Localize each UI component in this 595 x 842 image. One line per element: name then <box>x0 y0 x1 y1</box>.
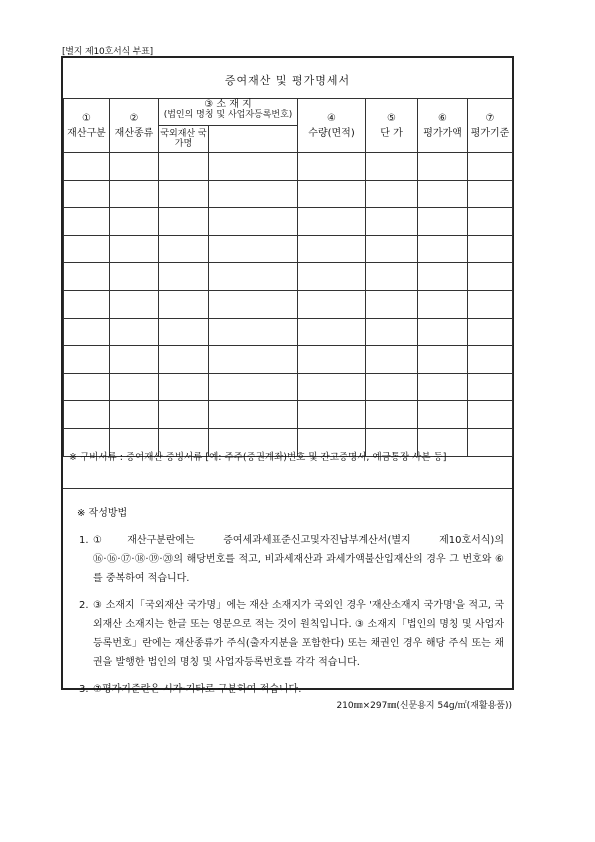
table-cell[interactable] <box>468 208 513 236</box>
table-row <box>64 318 513 346</box>
table-cell[interactable] <box>366 153 418 181</box>
table-cell[interactable] <box>110 318 159 346</box>
instruction-item: 3. ⑦평가기준란은 시가·기타로 구분하여 적습니다. <box>79 684 302 695</box>
col-location: ③ 소 재 지 (법인의 명칭 및 사업자등록번호) <box>159 99 298 126</box>
table-cell[interactable] <box>110 290 159 318</box>
table-row <box>64 235 513 263</box>
table-cell[interactable] <box>298 208 366 236</box>
table-cell[interactable] <box>298 235 366 263</box>
table-cell[interactable] <box>418 208 468 236</box>
asset-table <box>63 98 513 457</box>
table-cell[interactable] <box>64 401 110 429</box>
table-cell[interactable] <box>110 235 159 263</box>
table-cell[interactable] <box>418 290 468 318</box>
table-cell[interactable] <box>468 263 513 291</box>
table-cell[interactable] <box>298 401 366 429</box>
table-cell[interactable] <box>468 318 513 346</box>
table-cell[interactable] <box>110 153 159 181</box>
form-title: 증여재산 및 평가명세서 <box>224 74 351 87</box>
table-cell[interactable] <box>64 235 110 263</box>
table-cell[interactable] <box>209 153 298 181</box>
table-cell[interactable] <box>298 263 366 291</box>
table-cell[interactable] <box>366 180 418 208</box>
table-cell[interactable] <box>209 290 298 318</box>
table-cell[interactable] <box>298 318 366 346</box>
table-cell[interactable] <box>159 263 209 291</box>
table-cell[interactable] <box>159 235 209 263</box>
table-cell[interactable] <box>64 318 110 346</box>
table-cell[interactable] <box>159 208 209 236</box>
table-cell[interactable] <box>366 318 418 346</box>
table-cell[interactable] <box>159 373 209 401</box>
form-number-label: [별지 제10호서식 부표] <box>62 47 153 57</box>
table-cell[interactable] <box>64 346 110 374</box>
table-cell[interactable] <box>209 235 298 263</box>
table-cell[interactable] <box>64 153 110 181</box>
table-cell[interactable] <box>159 401 209 429</box>
table-cell[interactable] <box>209 318 298 346</box>
table-cell[interactable] <box>298 290 366 318</box>
table-row <box>64 290 513 318</box>
table-cell[interactable] <box>298 180 366 208</box>
table-cell[interactable] <box>298 346 366 374</box>
col-unit-price: ⑤ 단 가 <box>366 99 418 153</box>
table-cell[interactable] <box>159 153 209 181</box>
table-cell[interactable] <box>468 373 513 401</box>
table-cell[interactable] <box>366 263 418 291</box>
table-cell[interactable] <box>468 180 513 208</box>
table-cell[interactable] <box>159 290 209 318</box>
col-assessed-value: ⑥ 평가가액 <box>418 99 468 153</box>
table-cell[interactable] <box>64 373 110 401</box>
table-cell[interactable] <box>64 180 110 208</box>
table-cell[interactable] <box>64 263 110 291</box>
table-cell[interactable] <box>418 373 468 401</box>
table-cell[interactable] <box>110 373 159 401</box>
table-row <box>64 401 513 429</box>
table-row <box>64 263 513 291</box>
table-row <box>64 346 513 374</box>
table-cell[interactable] <box>110 180 159 208</box>
table-cell[interactable] <box>159 346 209 374</box>
table-cell[interactable] <box>366 346 418 374</box>
table-cell[interactable] <box>110 401 159 429</box>
table-cell[interactable] <box>209 401 298 429</box>
table-cell[interactable] <box>418 235 468 263</box>
table-cell[interactable] <box>418 263 468 291</box>
table-body <box>64 153 513 457</box>
table-cell[interactable] <box>64 208 110 236</box>
table-cell[interactable] <box>366 235 418 263</box>
table-cell[interactable] <box>468 401 513 429</box>
required-documents-note: ※ 구비서류 : 증여재산 증빙서류 [예: 주주(증권계좌)번호 및 잔고증명서, 예금통장 사본 등] <box>63 443 512 489</box>
table-cell[interactable] <box>110 346 159 374</box>
table-cell[interactable] <box>366 401 418 429</box>
col-asset-category: ① 재산구분 <box>64 99 110 153</box>
col-asset-type: ② 재산종류 <box>110 99 159 153</box>
col-foreign-country: 국외재산 국가명 <box>159 126 209 153</box>
table-cell[interactable] <box>418 318 468 346</box>
table-cell[interactable] <box>468 153 513 181</box>
table-row <box>64 180 513 208</box>
table-cell[interactable] <box>110 263 159 291</box>
table-cell[interactable] <box>468 346 513 374</box>
table-cell[interactable] <box>209 180 298 208</box>
table-cell[interactable] <box>468 235 513 263</box>
table-cell[interactable] <box>418 346 468 374</box>
table-cell[interactable] <box>366 290 418 318</box>
table-cell[interactable] <box>366 373 418 401</box>
form-frame <box>61 56 514 695</box>
col-quantity: ④ 수량(면적) <box>298 99 366 153</box>
instruction-item: 2. ③ 소재지「국외재산 국가명」에는 재산 소재지가 국외인 경우 '재산소재지 국가명'을 적고, 국외재산 소재지는 한글 또는 영문으로 적는 것이 원칙입니다. ③ 소재지「법인의 명칭 및 사업자등록번호」란에는 재산종류가 주식(출자지분을 포함한다) 또는 채권인 경우 해당 주식 또는 채권을 발행한 법인의 명칭 및 사업자등록번호를 각각 적습니다. <box>79 600 504 668</box>
table-cell[interactable] <box>298 153 366 181</box>
table-row <box>64 208 513 236</box>
table-cell[interactable] <box>209 373 298 401</box>
table-cell[interactable] <box>418 180 468 208</box>
table-cell[interactable] <box>159 318 209 346</box>
table-row <box>64 373 513 401</box>
paper-spec: 210㎜×297㎜(신문용지 54g/㎡(재활용품)) <box>336 701 512 711</box>
table-cell[interactable] <box>418 153 468 181</box>
instructions <box>63 490 512 707</box>
table-cell[interactable] <box>209 346 298 374</box>
table-row <box>64 153 513 181</box>
table-cell[interactable] <box>418 401 468 429</box>
table-cell[interactable] <box>64 290 110 318</box>
instruction-item: 1. ①재산구분란에는 증여세과세표준신고및자진납부계산서(별지 제10호서식)의 ⑯·⑯·⑰·⑱·⑲·⑳의 해당번호를 적고, 비과세재산과 과세가액불산입재산의 경우 그 번호와 ⑥를 중복하여 적습니다. <box>79 535 504 584</box>
table-cell[interactable] <box>468 290 513 318</box>
table-cell[interactable] <box>366 208 418 236</box>
table-cell[interactable] <box>159 180 209 208</box>
col-corp-name <box>209 126 298 153</box>
table-cell[interactable] <box>209 263 298 291</box>
table-cell[interactable] <box>209 208 298 236</box>
table-cell[interactable] <box>298 373 366 401</box>
table-cell[interactable] <box>110 208 159 236</box>
col-valuation-basis: ⑦ 평가기준 <box>468 99 513 153</box>
instructions-title: ※ 작성방법 <box>77 508 128 519</box>
